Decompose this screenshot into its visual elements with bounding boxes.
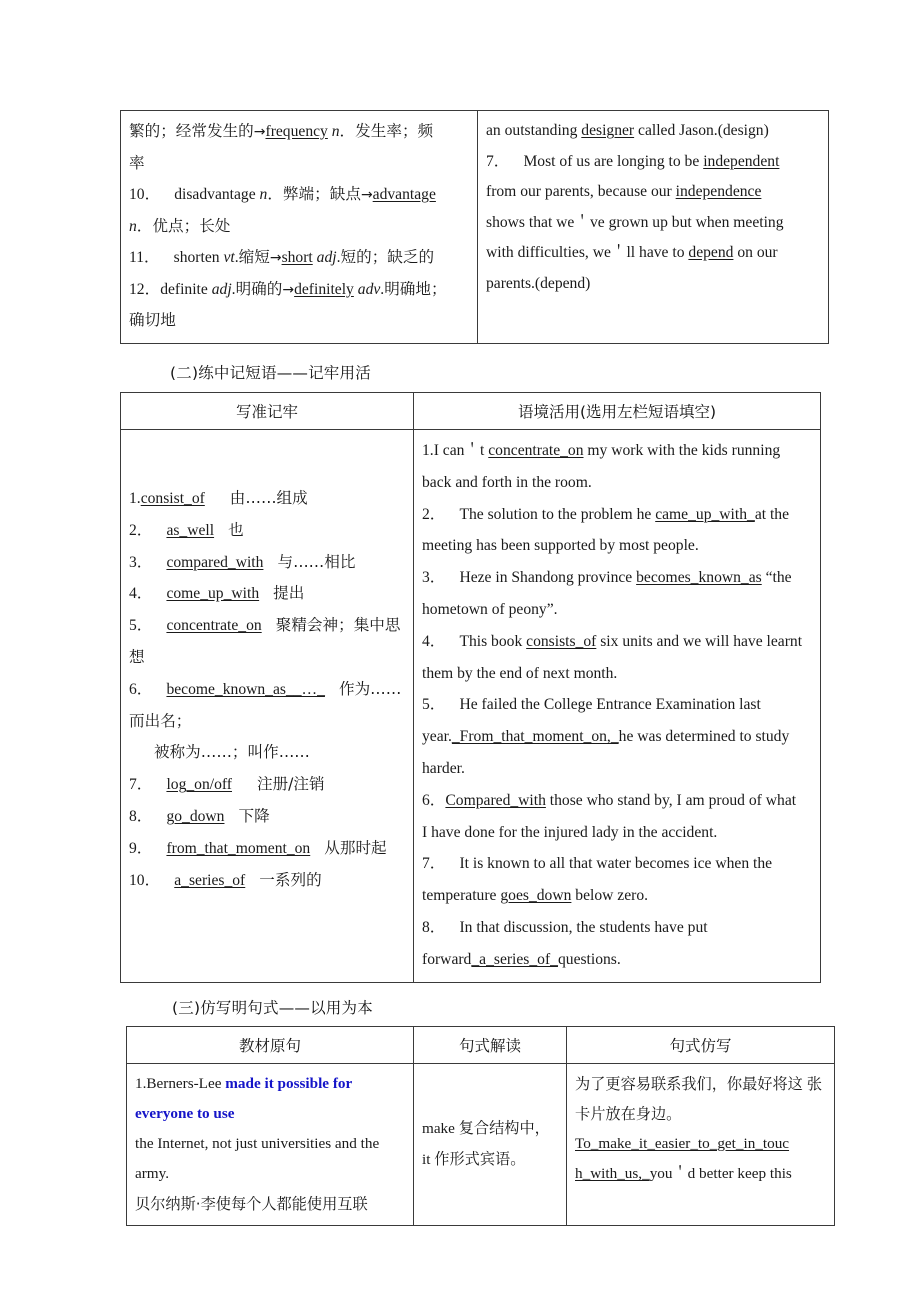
- section-two-caption: (二)练中记短语——记牢用活: [170, 364, 371, 382]
- phrases-header-left: 写准记牢: [121, 393, 414, 430]
- sentence-imitation-cell: [567, 1064, 835, 1226]
- phrase-item-8: 8． go_down 下降: [129, 806, 270, 825]
- original-line-1: 1.Berners-Lee made it possible for everyone to use: [135, 1075, 352, 1122]
- exercise-2: 2． The solution to the problem he came_up_with_at the: [422, 505, 790, 523]
- analysis-line-1: make 复合结构中，: [422, 1119, 550, 1137]
- phrases-body-row: [121, 430, 821, 983]
- phrase-item-9: 9． from_that_moment_on 从那时起: [129, 838, 387, 857]
- word-formation-right-cell: [478, 111, 829, 344]
- sentence-original-cell: [127, 1064, 414, 1226]
- exercise-8: 8． In that discussion, the students have put: [422, 918, 708, 936]
- exercise-6b: I have done for the injured lady in the accident.: [422, 823, 718, 841]
- phrases-exercise-cell: [414, 430, 821, 983]
- wf-line-7: 确切地: [129, 311, 176, 329]
- wf-r-line-4: shows that we＇ve grown up but when meeting: [486, 213, 784, 231]
- phrase-item-6c: 被称为……；叫作……: [153, 743, 310, 762]
- phrase-item-5b: 想: [129, 647, 145, 666]
- original-translation: 贝尔纳斯·李使每个人都能使用互联: [135, 1195, 368, 1213]
- phrase-item-1: 1.consist_of 由……组成: [129, 489, 308, 507]
- phrase-item-5: 5． concentrate_on 聚精会神；集中思: [129, 616, 401, 635]
- sentence-header-original: 教材原句: [127, 1027, 414, 1064]
- wf-r-line-6: parents.(depend): [486, 274, 591, 292]
- exercise-5b: year._From_that_moment_on,_he was determined to study: [422, 728, 790, 746]
- wf-line-4: n．优点；长处: [129, 216, 231, 235]
- phrases-header-right: 语境活用(选用左栏短语填空): [414, 393, 821, 430]
- exercise-3b: hometown of peony”.: [422, 600, 558, 618]
- sentence-pattern-table: [126, 1026, 835, 1226]
- sentence-header-imitation: 句式仿写: [567, 1027, 835, 1064]
- sentence-header-row: [127, 1027, 835, 1064]
- exercise-4: 4． This book consists_of six units and we will have learnt: [422, 632, 803, 650]
- wf-r-line-1: an outstanding designer called Jason.(design): [486, 122, 769, 139]
- imitation-cn-line-1: 为了更容易联系我们，你最好将这: [575, 1075, 803, 1093]
- phrase-item-6: 6． become_known_as__…_ 作为……: [129, 679, 402, 698]
- original-highlight: made it possible for everyone to use: [135, 1075, 352, 1122]
- sentence-analysis-cell: [414, 1064, 567, 1226]
- exercise-3: 3． Heze in Shandong province becomes_known_as “the: [422, 569, 792, 587]
- exercise-7b: temperature goes_down below zero.: [422, 887, 649, 905]
- phrase-item-10: 10． a_series_of 一系列的: [129, 870, 322, 889]
- wf-line-3: 10． disadvantage n．弊端；缺点→advantage: [129, 185, 436, 203]
- exercise-5c: harder.: [422, 759, 465, 777]
- exercise-6: 6．Compared_with those who stand by, I am proud of what: [422, 791, 797, 809]
- phrase-item-6b: 而出名；: [129, 711, 192, 730]
- section-three-caption: (三)仿写明句式——以用为本: [172, 999, 373, 1017]
- phrase-item-4: 4． come_up_with 提出: [129, 584, 305, 603]
- phrases-table: [120, 392, 821, 983]
- word-formation-table: [120, 110, 829, 344]
- phrase-item-3: 3． compared_with 与……相比: [129, 552, 356, 571]
- phrases-list-cell: [121, 430, 414, 983]
- table-row: [121, 111, 829, 344]
- exercise-1: 1.I can＇t concentrate_on my work with the kids running: [422, 442, 781, 459]
- wf-line-1: 繁的；经常发生的→frequency n．发生率；频: [129, 122, 434, 140]
- wf-line-6: 12．definite adj.明确的→definitely adv.明确地；: [129, 279, 447, 298]
- sentence-header-analysis: 句式解读: [414, 1027, 567, 1064]
- imitation-cn-line-2: 张卡片放在身边。: [575, 1075, 822, 1123]
- phrase-item-7: 7． log_on/off 注册/注销: [129, 775, 325, 794]
- exercise-5: 5． He failed the College Entrance Examination last: [422, 696, 761, 714]
- exercise-4b: them by the end of next month.: [422, 664, 618, 682]
- sentence-body-row: [127, 1064, 835, 1226]
- wf-r-line-5: with difficulties, we＇ll have to depend on our: [486, 244, 778, 261]
- wf-line-5: 11． shorten vt.缩短→short adj.短的；缺乏的: [129, 248, 435, 266]
- exercise-7: 7． It is known to all that water becomes ice when the: [422, 855, 773, 873]
- exercise-1b: back and forth in the room.: [422, 473, 592, 491]
- exercise-2b: meeting has been supported by most people.: [422, 537, 699, 555]
- imitation-en-line-1: To_make_it_easier_to_get_in_touc: [575, 1135, 790, 1152]
- original-line-3: the Internet, not just universities and the army.: [135, 1135, 380, 1182]
- phrases-header-row: [121, 393, 821, 430]
- phrase-item-2: 2． as_well 也: [129, 520, 244, 539]
- wf-r-line-3: from our parents, because our independence: [486, 183, 762, 200]
- wf-r-line-2: 7． Most of us are longing to be independent: [486, 152, 780, 170]
- exercise-8b: forward_a_series_of_questions.: [422, 950, 621, 968]
- imitation-en-underlined: h_with_us,_: [575, 1165, 650, 1182]
- wf-line-2: 率: [129, 153, 145, 172]
- word-formation-left-cell: [121, 111, 478, 344]
- imitation-en-line-2: h_with_us,_you＇d better keep this: [575, 1165, 792, 1182]
- analysis-line-2: it 作形式宾语。: [422, 1150, 526, 1168]
